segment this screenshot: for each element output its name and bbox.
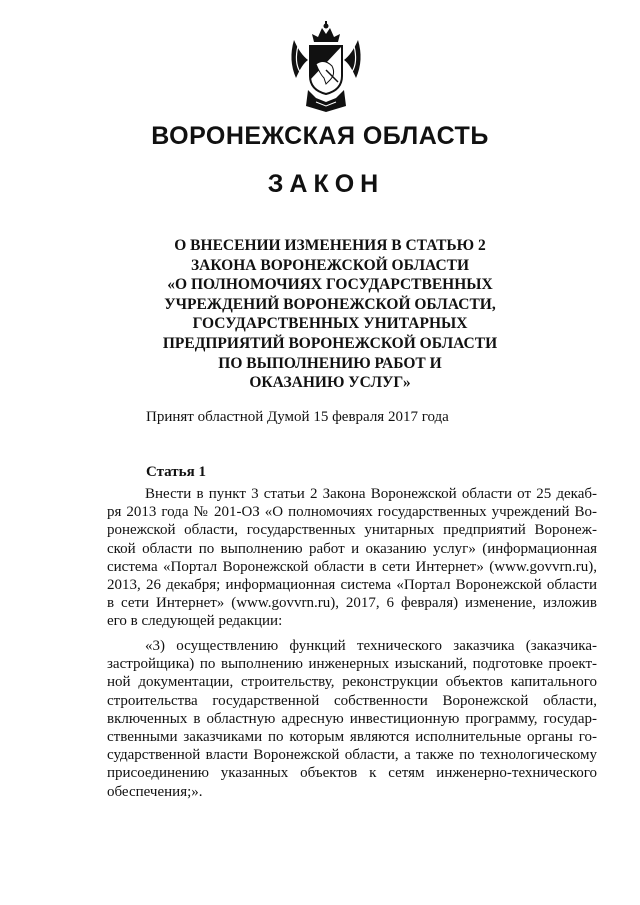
paragraph-line: система «Портал Воронежской области в сети Интернет» (www.govvrn.ru), <box>107 558 597 575</box>
article-heading: Статья 1 <box>146 464 206 480</box>
quote-line: застройщика) по выполнению инженерных изысканий, подготовке проект- <box>107 656 597 673</box>
document-type: ЗАКОН <box>267 170 385 198</box>
law-title-line: ПРЕДПРИЯТИЙ ВОРОНЕЖСКОЙ ОБЛАСТИ <box>162 334 498 352</box>
law-title-line: «О ПОЛНОМОЧИЯХ ГОСУДАРСТВЕННЫХ <box>167 276 493 294</box>
voronezh-coat-of-arms-icon <box>286 20 366 115</box>
quote-line: «3) осуществлению функций технического заказчика (заказчика- <box>145 638 597 654</box>
region-name: ВОРОНЕЖСКАЯ ОБЛАСТЬ <box>151 122 489 150</box>
quoted-amendment <box>107 637 597 801</box>
quote-line: строительства государственной собственности Воронежской области, <box>107 692 597 709</box>
quote-line: ственными заказчиками по которым являются исполнительные органы го- <box>107 729 597 746</box>
paragraph-line: Внести в пункт 3 статьи 2 Закона Воронежской области от 25 декаб- <box>145 486 597 502</box>
law-title-line: ПО ВЫПОЛНЕНИЮ РАБОТ И <box>218 354 442 372</box>
quote-line: сударственной власти Воронежской области, а также по технологическому <box>107 747 597 764</box>
quote-line: ной документации, строительству, реконструкции объектов капитального <box>107 674 597 691</box>
law-title-line: ОКАЗАНИЮ УСЛУГ» <box>249 374 411 392</box>
paragraph-line: ронежской области, государственных унитарных предприятий Воронеж- <box>107 522 597 539</box>
law-title-line: УЧРЕЖДЕНИЙ ВОРОНЕЖСКОЙ ОБЛАСТИ, <box>164 295 496 313</box>
quote-line: обеспечения;». <box>107 783 203 800</box>
article-paragraph <box>107 485 597 631</box>
law-title-line: ЗАКОНА ВОРОНЕЖСКОЙ ОБЛАСТИ <box>190 256 470 274</box>
paragraph-line: 2013, 26 декабря; информационная система «Портал Воронежской области <box>107 577 597 594</box>
paragraph-line: ской области по выполнению работ и оказанию услуг» (информационная <box>107 540 597 557</box>
paragraph-line: ря 2013 года № 201-ОЗ «О полномочиях государственных учреждений Во- <box>107 504 597 521</box>
paragraph-line: в сети Интернет» (www.govvrn.ru), 2017, 6 февраля) изменение, изложив <box>107 595 597 612</box>
law-title-line: О ВНЕСЕНИИ ИЗМЕНЕНИЯ В СТАТЬЮ 2 <box>174 237 486 254</box>
law-title <box>120 236 540 393</box>
law-title-line: ГОСУДАРСТВЕННЫХ УНИТАРНЫХ <box>192 315 468 333</box>
adoption-date: Принят областной Думой 15 февраля 2017 года <box>146 409 449 425</box>
quote-line: присоединению указанных объектов к сетям инженерно-технического <box>107 765 597 782</box>
quote-line: включенных в областную адресную инвестиционную программу, государ- <box>107 710 597 727</box>
paragraph-line: его в следующей редакции: <box>107 613 283 630</box>
